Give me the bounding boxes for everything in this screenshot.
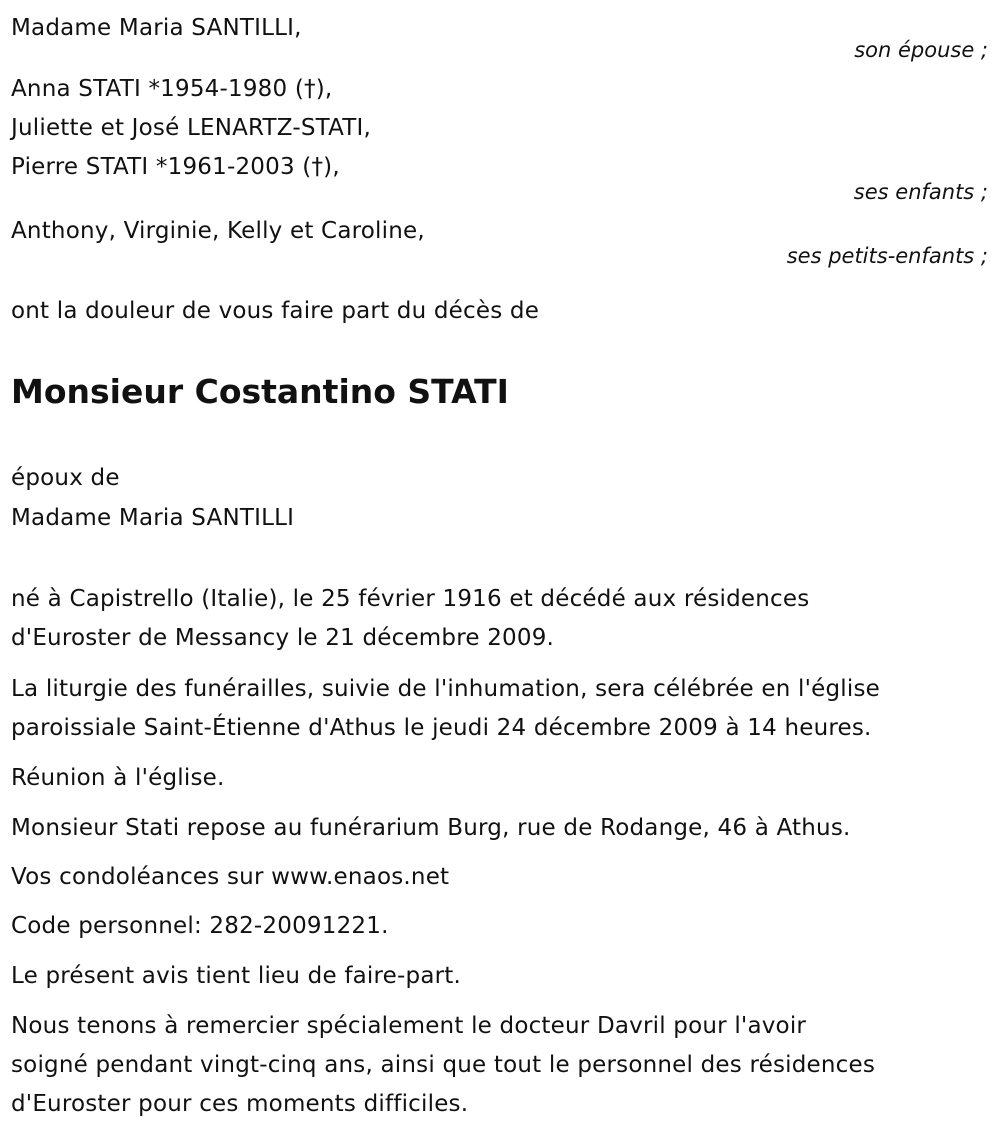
child-2: Juliette et José LENARTZ-STATI, bbox=[11, 115, 372, 141]
funeral-home-line: Monsieur Stati repose au funérarium Burg, rue de Rodange, 46 à Athus. bbox=[11, 815, 851, 841]
thanks-line-3: d'Euroster pour ces moments difficiles. bbox=[11, 1091, 469, 1117]
spouse-of-name: Madame Maria SANTILLI bbox=[11, 505, 295, 531]
spouse-of-label: époux de bbox=[11, 465, 120, 491]
funeral-line-2: paroissiale Saint-Étienne d'Athus le jeudi 24 décembre 2009 à 14 heures. bbox=[11, 715, 872, 741]
grandchildren-role: ses petits-enfants ; bbox=[786, 244, 988, 268]
notice-line: Le présent avis tient lieu de faire-part. bbox=[11, 963, 462, 989]
announcement: ont la douleur de vous faire part du décès de bbox=[11, 298, 540, 324]
birth-death-line-2: d'Euroster de Messancy le 21 décembre 2009. bbox=[11, 625, 555, 651]
birth-death-line-1: né à Capistrello (Italie), le 25 février 1916 et décédé aux résidences bbox=[11, 586, 810, 612]
deceased-name: Monsieur Costantino STATI bbox=[11, 372, 509, 411]
personal-code-line: Code personnel: 282-20091221. bbox=[11, 913, 389, 939]
condolences-line: Vos condoléances sur www.enaos.net bbox=[11, 864, 450, 890]
spouse-name: Madame Maria SANTILLI, bbox=[11, 15, 302, 41]
child-3: Pierre STATI *1961-2003 (†), bbox=[11, 154, 340, 180]
meeting-line: Réunion à l'église. bbox=[11, 765, 225, 791]
children-role: ses enfants ; bbox=[853, 180, 988, 204]
thanks-line-1: Nous tenons à remercier spécialement le docteur Davril pour l'avoir bbox=[11, 1013, 807, 1039]
child-1: Anna STATI *1954-1980 (†), bbox=[11, 76, 333, 102]
spouse-role: son épouse ; bbox=[854, 38, 988, 62]
grandchildren: Anthony, Virginie, Kelly et Caroline, bbox=[11, 218, 425, 244]
funeral-line-1: La liturgie des funérailles, suivie de l'inhumation, sera célébrée en l'église bbox=[11, 676, 881, 702]
thanks-line-2: soigné pendant vingt-cinq ans, ainsi que tout le personnel des résidences bbox=[11, 1052, 876, 1078]
